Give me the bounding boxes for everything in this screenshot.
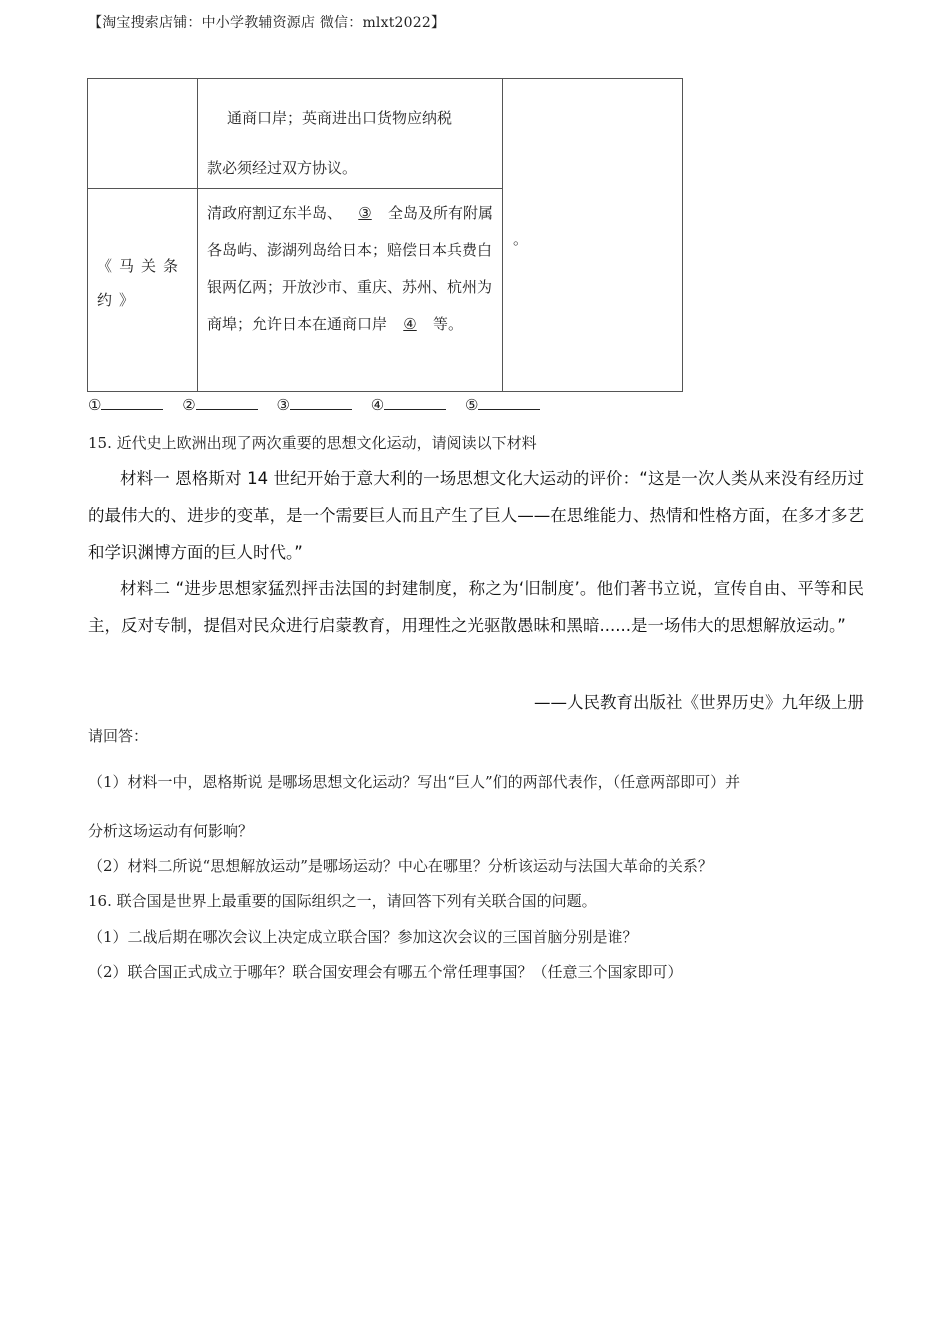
answer-prompt: 请回答： <box>88 727 149 745</box>
table-text: 清政府割辽东半岛、 <box>207 204 343 222</box>
table-divider <box>197 79 198 391</box>
question-15-sub-2: （2）材料二所说“思想解放运动”是哪场运动？中心在哪里？分析该运动与法国大革命的关系？ <box>88 857 713 875</box>
treaty-table <box>87 78 683 392</box>
question-15-stem: 15. 近代史上欧洲出现了两次重要的思想文化运动，请阅读以下材料 <box>88 434 537 452</box>
table-text: 全岛及所有附属各岛屿、澎湖列岛给日本；赔偿日本兵费白银两亿两；开放沙市、重庆、苏州、杭州为商埠；允许日本在通商口岸 <box>207 204 494 333</box>
material-2 <box>88 570 864 644</box>
answer-slot: ⑤ <box>465 396 540 414</box>
answer-slot: ④ <box>371 396 446 414</box>
table-divider <box>502 79 503 391</box>
answer-slot: ③ <box>276 396 351 414</box>
table-cell-treaty-terms <box>207 195 501 343</box>
table-text: 通商口岸；英商进出口货物应纳税 <box>227 109 453 127</box>
question-15-sub-1: （1）材料一中，恩格斯说 是哪场思想文化运动？写出“巨人”们的两部代表作，（任意两部即可）并 <box>88 773 741 791</box>
table-cell-right: 。 <box>513 230 529 248</box>
header-watermark: 【淘宝搜索店铺：中小学教辅资源店 微信：mlxt2022】 <box>88 15 446 31</box>
question-16-sub-1: （1）二战后期在哪次会议上决定成立联合国？参加这次会议的三国首脑分别是谁？ <box>88 928 638 946</box>
material-1 <box>88 460 864 571</box>
material-2-text: 材料二 “进步思想家猛烈抨击法国的封建制度，称之为‘旧制度’。他们著书立说，宣传自由、平等和民主，反对专制，提倡对民众进行启蒙教育，用理性之光驱散愚昧和黑暗......是一场伟大的思想解放运动。” <box>88 579 864 635</box>
question-16-sub-2: （2）联合国正式成立于哪年？联合国安理会有哪五个常任理事国？（任意三个国家即可） <box>88 963 683 981</box>
blank-4: ④ <box>403 315 417 333</box>
question-16-stem: 16. 联合国是世界上最重要的国际组织之一，请回答下列有关联合国的问题。 <box>88 892 597 910</box>
material-1-text: 材料一 恩格斯对 14 世纪开始于意大利的一场思想文化大运动的评价：“这是一次人类从来没有经历过的最伟大的、进步的变革，是一个需要巨人而且产生了巨人——在思维能力、热情和性格方面，在多才多艺和学识渊博方面的巨人时代。” <box>88 469 864 562</box>
table-cell-top-terms <box>207 93 497 193</box>
table-text: 等。 <box>433 315 464 333</box>
answer-slot: ② <box>182 396 257 414</box>
answer-slot: ① <box>88 396 163 414</box>
table-cell-treaty-name: 《马关条约》 <box>97 257 186 309</box>
blank-3: ③ <box>358 204 372 222</box>
material-source: ——人民教育出版社《世界历史》九年级上册 <box>534 693 864 712</box>
question-15-sub-1-cont: 分析这场运动有何影响？ <box>88 822 254 840</box>
table-text: 款必须经过双方协议。 <box>207 159 358 177</box>
answer-slots <box>88 396 554 414</box>
